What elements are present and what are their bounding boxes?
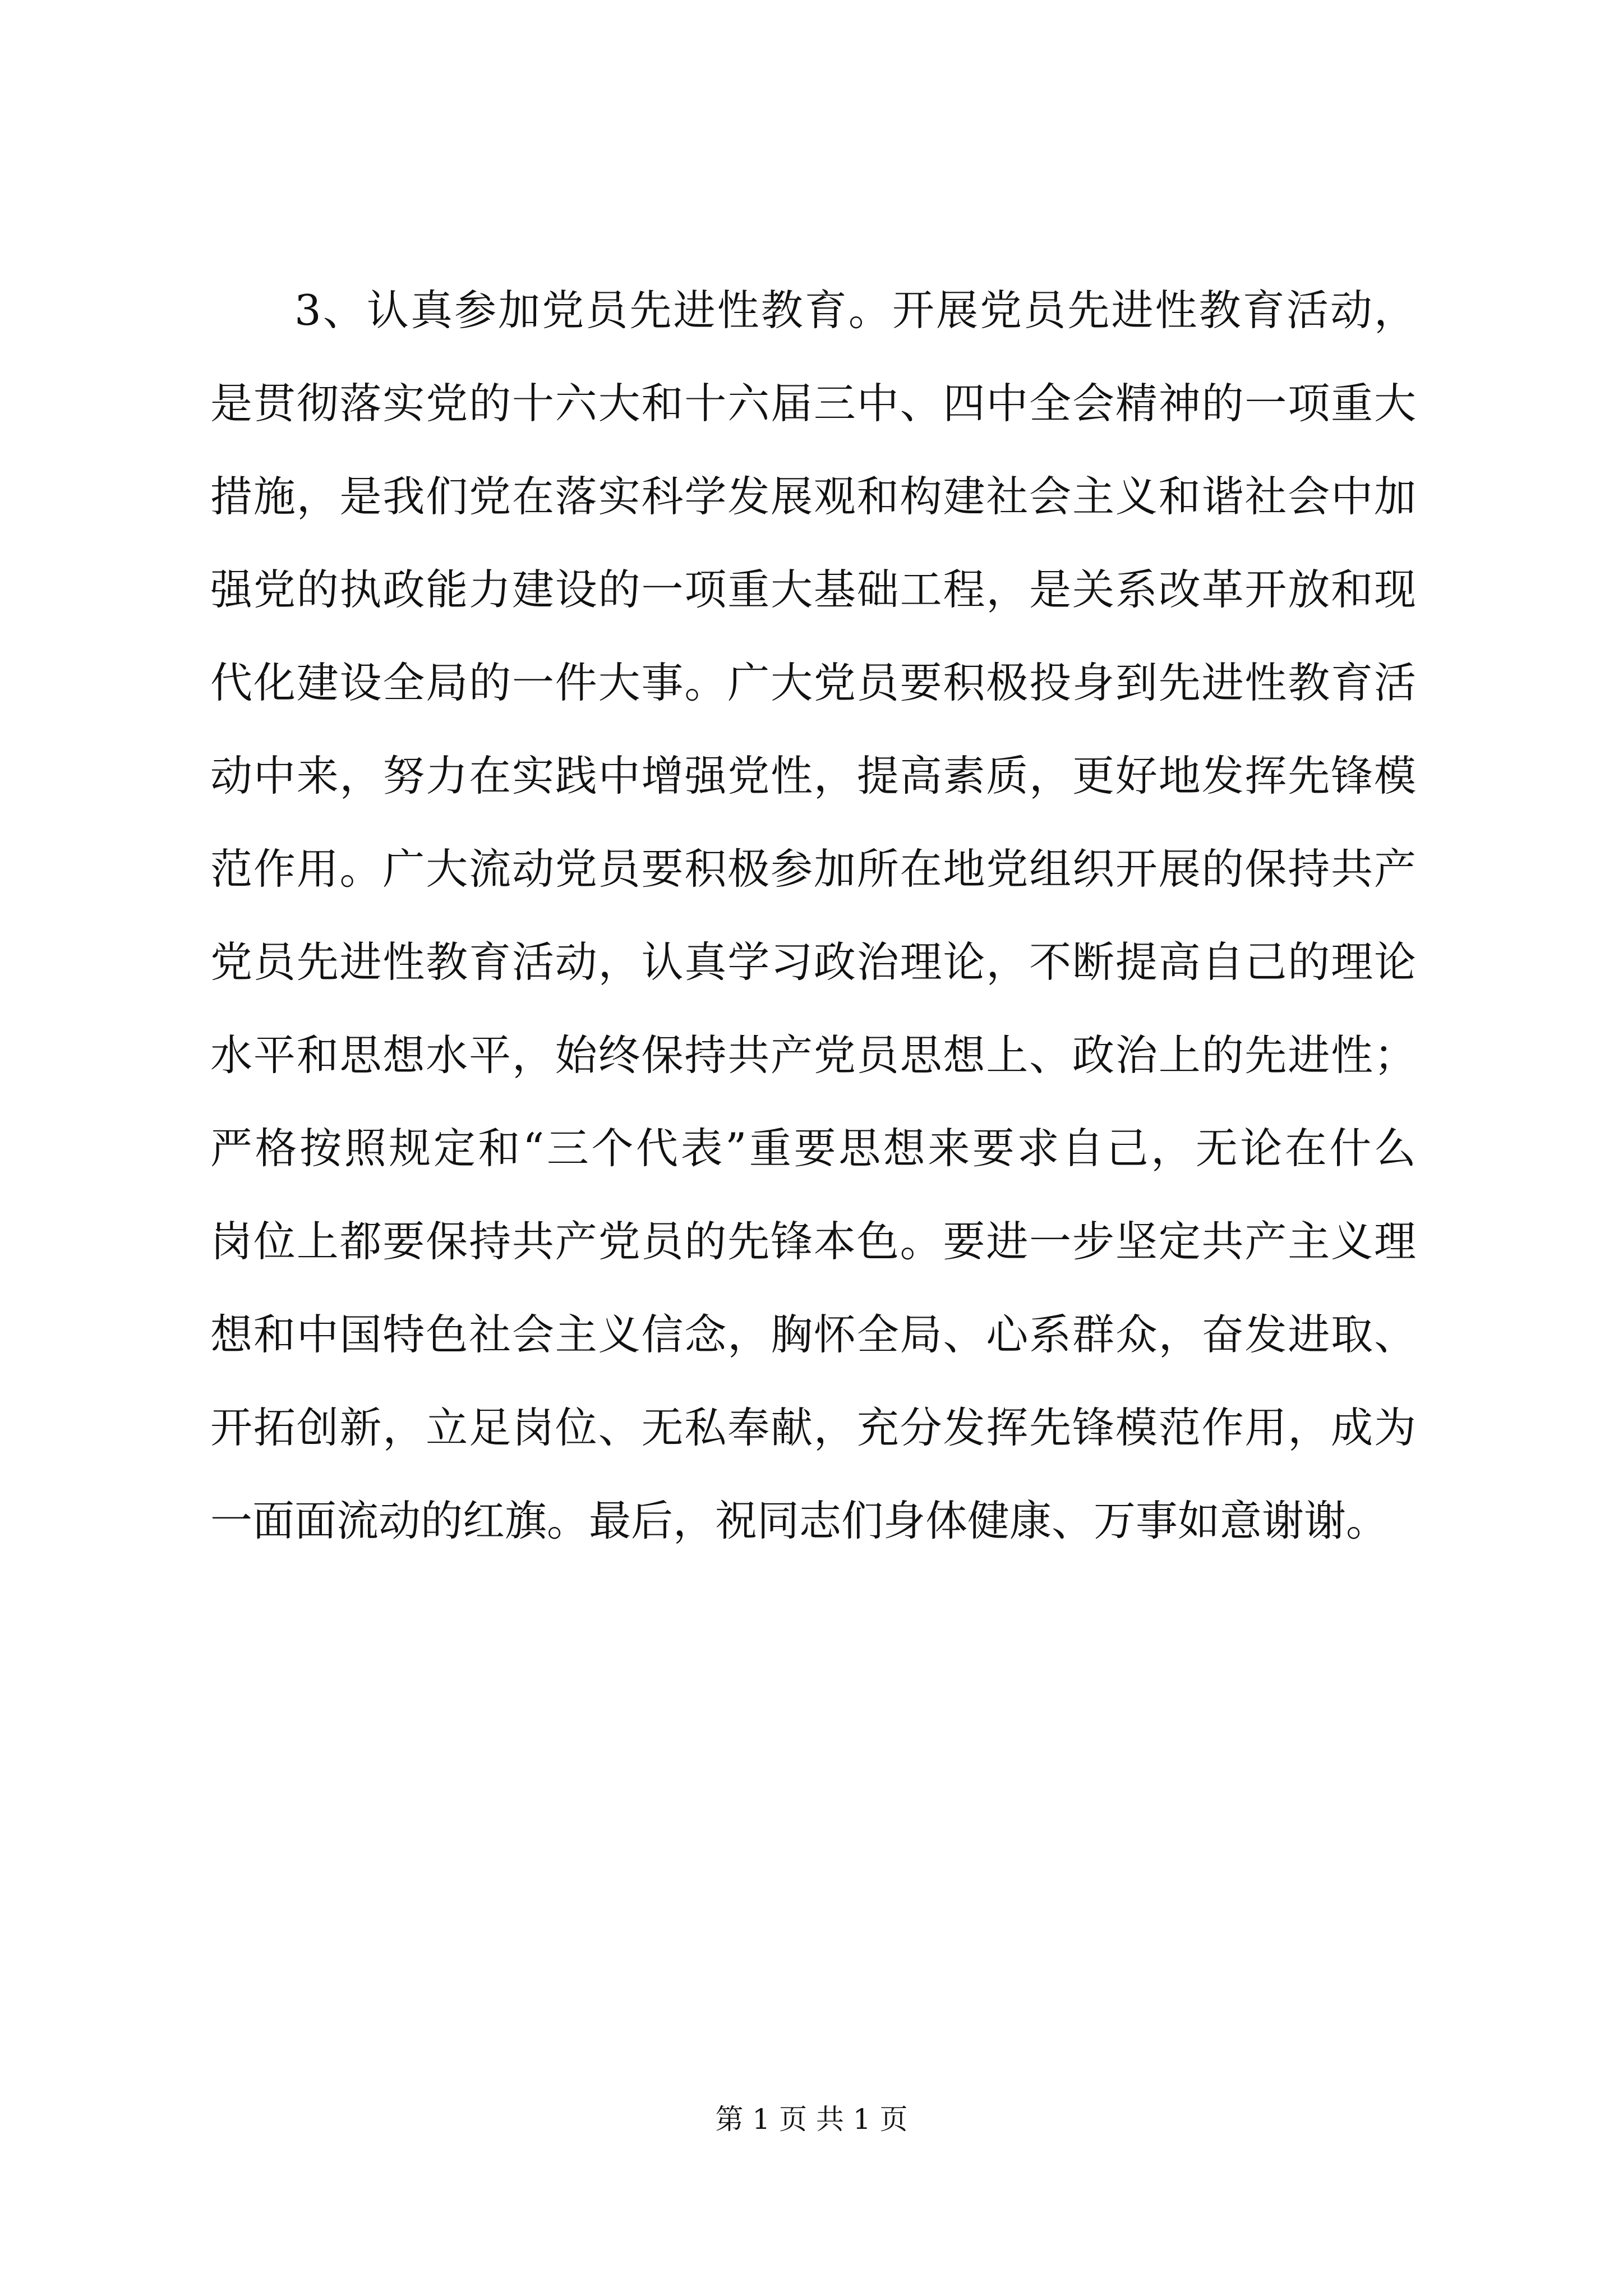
paragraph-line: 岗位上都要保持共产党员的先锋本色。要进一步坚定共产主义理 bbox=[210, 1217, 1416, 1266]
paragraph-line: 是贯彻落实党的十六大和十六届三中、四中全会精神的一项重大 bbox=[210, 379, 1416, 428]
paragraph-line: 严格按照规定和“三个代表”重要思想来要求自己，无论在什么 bbox=[210, 1124, 1416, 1173]
paragraph-line: 3、认真参加党员先进性教育。开展党员先进性教育活动， bbox=[294, 286, 1416, 335]
paragraph-line: 强党的执政能力建设的一项重大基础工程，是关系改革开放和现 bbox=[210, 565, 1416, 614]
paragraph-line: 想和中国特色社会主义信念，胸怀全局、心系群众，奋发进取、 bbox=[210, 1310, 1416, 1359]
paragraph-line: 一面面流动的红旗。最后，祝同志们身体健康、万事如意谢谢。 bbox=[210, 1496, 1389, 1545]
paragraph-line: 动中来，努力在实践中增强党性，提高素质，更好地发挥先锋模 bbox=[210, 751, 1416, 800]
paragraph-line: 范作用。广大流动党员要积极参加所在地党组织开展的保持共产 bbox=[210, 844, 1416, 894]
paragraph-line: 措施，是我们党在落实科学发展观和构建社会主义和谐社会中加 bbox=[210, 472, 1416, 521]
page-footer: 第 1 页 共 1 页 bbox=[715, 2103, 908, 2136]
body-paragraph bbox=[210, 264, 1416, 1567]
paragraph-line: 代化建设全局的一件大事。广大党员要积极投身到先进性教育活 bbox=[210, 658, 1416, 707]
paragraph-line: 水平和思想水平，始终保持共产党员思想上、政治上的先进性； bbox=[210, 1030, 1416, 1080]
paragraph-line: 开拓创新，立足岗位、无私奉献，充分发挥先锋模范作用，成为 bbox=[210, 1403, 1416, 1452]
paragraph-line: 党员先进性教育活动，认真学习政治理论，不断提高自己的理论 bbox=[210, 937, 1416, 987]
